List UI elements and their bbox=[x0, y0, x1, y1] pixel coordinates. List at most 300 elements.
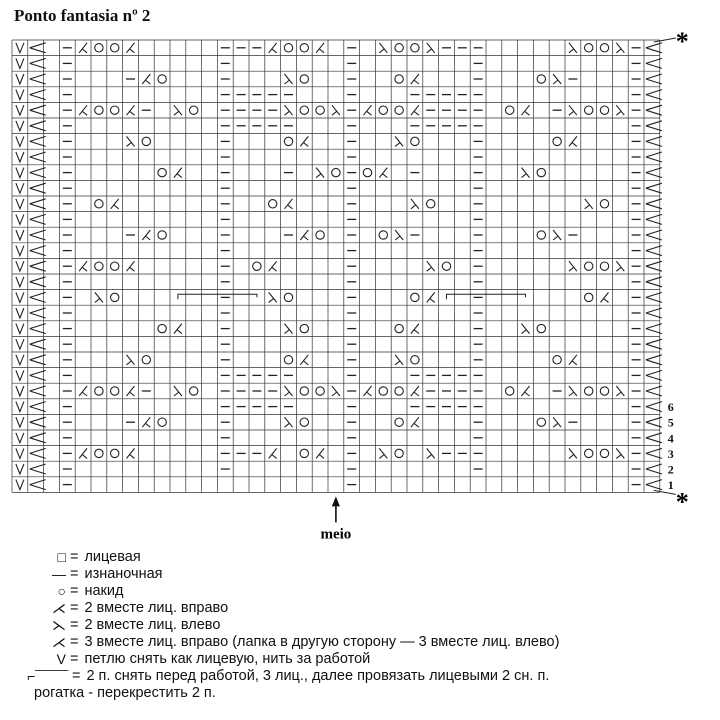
yarn-over-mark bbox=[111, 387, 119, 395]
stitch-k2l bbox=[127, 355, 135, 365]
stitch-yo bbox=[190, 106, 198, 114]
stitch-sl bbox=[16, 136, 24, 146]
stitch-k2l bbox=[395, 136, 403, 146]
stitch-yo bbox=[600, 387, 608, 395]
stitch-k2l bbox=[616, 43, 624, 53]
yarn-over-mark bbox=[395, 449, 403, 457]
k2tog-right-mark bbox=[411, 74, 419, 84]
slip-mark bbox=[16, 230, 24, 240]
k2tog-left-mark bbox=[411, 199, 419, 209]
legend-equals: = bbox=[70, 566, 79, 582]
yarn-over-mark bbox=[284, 137, 292, 145]
stitch-k2l bbox=[127, 136, 135, 146]
stitch-k2l bbox=[395, 230, 403, 240]
yarn-over-mark bbox=[395, 324, 403, 332]
chart-title: Ponto fantasia nº 2 bbox=[14, 6, 151, 25]
stitch-yo bbox=[95, 449, 103, 457]
stitch-yo bbox=[506, 106, 514, 114]
yarn-over-mark bbox=[585, 449, 593, 457]
stitch-k2l bbox=[285, 324, 293, 334]
stitch-k2r bbox=[142, 230, 150, 240]
stitch-k2r bbox=[364, 105, 372, 115]
legend-equals: = bbox=[70, 617, 79, 633]
yarn-over-mark bbox=[300, 418, 308, 426]
yarn-over-mark bbox=[600, 106, 608, 114]
slip-mark bbox=[16, 417, 24, 427]
stitch-k2r bbox=[316, 43, 324, 53]
yarn-over-mark bbox=[395, 418, 403, 426]
stitch-yo bbox=[585, 262, 593, 270]
stitch-k2r bbox=[142, 74, 150, 84]
slip-mark bbox=[16, 183, 24, 193]
stitch-k2r bbox=[79, 105, 87, 115]
stitch-yo bbox=[300, 75, 308, 83]
k2tog-left-mark bbox=[569, 261, 577, 271]
stitch-yo bbox=[300, 418, 308, 426]
k2tog-left-mark bbox=[569, 386, 577, 396]
k2tog-right-mark bbox=[127, 386, 135, 396]
stitch-yo bbox=[395, 387, 403, 395]
k2tog-left-mark bbox=[616, 261, 624, 271]
slip-mark bbox=[16, 480, 24, 490]
stitch-yo bbox=[411, 293, 419, 301]
stitch-yo bbox=[284, 293, 292, 301]
k2tog-right-mark bbox=[411, 324, 419, 334]
stitch-k2r bbox=[111, 199, 119, 209]
stitch-k2l bbox=[569, 261, 577, 271]
yarn-over-mark bbox=[284, 44, 292, 52]
legend-item bbox=[38, 651, 559, 668]
stitch-yo bbox=[600, 106, 608, 114]
stitch-yo bbox=[427, 200, 435, 208]
legend-symbol: ⋌ bbox=[52, 600, 66, 616]
stitch-sl bbox=[16, 277, 24, 287]
k2tog-left-mark bbox=[332, 386, 340, 396]
stitch-k2r bbox=[174, 324, 182, 334]
stitch-k2l bbox=[616, 386, 624, 396]
yarn-over-mark bbox=[379, 387, 387, 395]
k2tog-left-mark bbox=[616, 43, 624, 53]
stitch-k2l bbox=[569, 105, 577, 115]
slip-mark bbox=[16, 433, 24, 443]
legend-equals: = bbox=[70, 549, 79, 565]
stitch-sl bbox=[16, 168, 24, 178]
k2tog-left-mark bbox=[427, 43, 435, 53]
stitch-yo bbox=[537, 418, 545, 426]
legend-item bbox=[27, 668, 559, 685]
stitch-k2r bbox=[127, 448, 135, 458]
k2tog-left-mark bbox=[379, 448, 387, 458]
legend-note: рогатка - перекрестить 2 п. bbox=[34, 685, 216, 701]
stitch-k2l bbox=[285, 74, 293, 84]
slip-mark bbox=[16, 464, 24, 474]
legend-symbol: ⌐‾‾‾‾‾‾‾ bbox=[27, 668, 68, 684]
k2tog-left-mark bbox=[569, 43, 577, 53]
legend-symbol: ⋌ bbox=[52, 634, 66, 650]
stitch-yo bbox=[95, 387, 103, 395]
stitch-k2l bbox=[379, 448, 387, 458]
yarn-over-mark bbox=[537, 418, 545, 426]
yarn-over-mark bbox=[537, 231, 545, 239]
yarn-over-mark bbox=[585, 387, 593, 395]
row-number: 5 bbox=[667, 415, 674, 430]
k2tog-right-mark bbox=[174, 324, 182, 334]
legend-symbol: V bbox=[56, 651, 66, 667]
slip-mark bbox=[16, 324, 24, 334]
stitch-yo bbox=[269, 200, 277, 208]
stitch-yo bbox=[411, 356, 419, 364]
slip-mark bbox=[16, 168, 24, 178]
stitch-k2r bbox=[174, 168, 182, 178]
yarn-over-mark bbox=[506, 387, 514, 395]
k2tog-left-mark bbox=[395, 230, 403, 240]
row-number: 4 bbox=[667, 431, 674, 446]
yarn-over-mark bbox=[190, 387, 198, 395]
k2tog-left-mark bbox=[285, 324, 293, 334]
k2tog-left-mark bbox=[285, 417, 293, 427]
stitch-yo bbox=[537, 231, 545, 239]
stitch-yo bbox=[411, 44, 419, 52]
yarn-over-mark bbox=[411, 137, 419, 145]
stitch-k2r bbox=[269, 261, 277, 271]
legend-text: изнаночная bbox=[84, 566, 163, 582]
yarn-over-mark bbox=[411, 356, 419, 364]
stitch-yo bbox=[158, 168, 166, 176]
k2tog-right-mark bbox=[127, 43, 135, 53]
k2tog-left-mark bbox=[127, 136, 135, 146]
legend-equals: = bbox=[70, 634, 79, 650]
stitch-k2r bbox=[79, 448, 87, 458]
stitch-k2r bbox=[285, 199, 293, 209]
yarn-over-mark bbox=[142, 356, 150, 364]
yarn-over-mark bbox=[253, 262, 261, 270]
yarn-over-mark bbox=[600, 200, 608, 208]
k2tog-left-mark bbox=[95, 292, 103, 302]
stitch-k2l bbox=[95, 292, 103, 302]
stitch-sl bbox=[16, 402, 24, 412]
stitch-sl bbox=[16, 480, 24, 490]
yarn-over-mark bbox=[537, 75, 545, 83]
stitch-yo bbox=[158, 324, 166, 332]
yarn-over-mark bbox=[537, 168, 545, 176]
stitch-yo bbox=[300, 44, 308, 52]
stitch-sl bbox=[16, 246, 24, 256]
k2tog-right-mark bbox=[379, 168, 387, 178]
k2tog-right-mark bbox=[411, 417, 419, 427]
k2tog-right-mark bbox=[79, 448, 87, 458]
k2tog-right-mark bbox=[269, 261, 277, 271]
yarn-over-mark bbox=[411, 293, 419, 301]
k2tog-right-mark bbox=[174, 168, 182, 178]
yarn-over-mark bbox=[600, 262, 608, 270]
yarn-over-mark bbox=[95, 449, 103, 457]
stitch-yo bbox=[111, 106, 119, 114]
row-number: 6 bbox=[667, 400, 674, 415]
k2tog-left-mark bbox=[616, 448, 624, 458]
k2tog-left-mark bbox=[332, 105, 340, 115]
k2tog-right-mark bbox=[522, 386, 530, 396]
k2tog-left-mark bbox=[569, 105, 577, 115]
k2tog-right-mark bbox=[569, 355, 577, 365]
stitch-yo bbox=[95, 262, 103, 270]
stitch-k2r bbox=[569, 355, 577, 365]
stitch-k2r bbox=[127, 261, 135, 271]
stitch-yo bbox=[300, 449, 308, 457]
slip-mark bbox=[16, 121, 24, 131]
stitch-sl bbox=[16, 230, 24, 240]
yarn-over-mark bbox=[379, 231, 387, 239]
k2tog-left-mark bbox=[395, 136, 403, 146]
stitch-yo bbox=[158, 231, 166, 239]
stitch-sl bbox=[16, 43, 24, 53]
stitch-yo bbox=[395, 75, 403, 83]
stitch-sl bbox=[16, 433, 24, 443]
yarn-over-mark bbox=[600, 387, 608, 395]
stitch-sl bbox=[16, 214, 24, 224]
k2tog-right-mark bbox=[522, 105, 530, 115]
legend-text: лицевая bbox=[84, 549, 141, 565]
yarn-over-mark bbox=[411, 44, 419, 52]
yarn-over-mark bbox=[379, 106, 387, 114]
stitch-sl bbox=[16, 183, 24, 193]
slip-mark bbox=[16, 214, 24, 224]
stitch-k2r bbox=[127, 43, 135, 53]
stitch-k2r bbox=[522, 386, 530, 396]
stitch-yo bbox=[111, 44, 119, 52]
yarn-over-mark bbox=[111, 449, 119, 457]
k2tog-right-mark bbox=[127, 105, 135, 115]
stitch-k2l bbox=[427, 448, 435, 458]
yarn-over-mark bbox=[363, 168, 371, 176]
yarn-over-mark bbox=[537, 324, 545, 332]
stitch-k2r bbox=[79, 261, 87, 271]
k2tog-right-mark bbox=[569, 136, 577, 146]
row-number: 3 bbox=[667, 446, 674, 461]
stitch-k2l bbox=[174, 105, 182, 115]
k2tog-right-mark bbox=[79, 105, 87, 115]
slip-mark bbox=[16, 277, 24, 287]
k2tog-left-mark bbox=[522, 324, 530, 334]
stitch-k2l bbox=[522, 324, 530, 334]
yarn-over-mark bbox=[190, 106, 198, 114]
slip-mark bbox=[16, 308, 24, 318]
yarn-over-mark bbox=[395, 106, 403, 114]
stitch-k2l bbox=[616, 105, 624, 115]
stitch-k2r bbox=[601, 292, 609, 302]
legend-symbol: ⋋ bbox=[52, 617, 66, 633]
slip-mark bbox=[16, 74, 24, 84]
stitch-yo bbox=[553, 356, 561, 364]
stitch-k2r bbox=[127, 386, 135, 396]
stitch-k2r bbox=[411, 324, 419, 334]
legend-item bbox=[38, 600, 559, 617]
stitch-sl bbox=[16, 448, 24, 458]
yarn-over-mark bbox=[158, 324, 166, 332]
stitch-yo bbox=[316, 231, 324, 239]
yarn-over-mark bbox=[585, 106, 593, 114]
stitch-yo bbox=[95, 44, 103, 52]
stitch-k2l bbox=[522, 168, 530, 178]
yarn-over-mark bbox=[95, 106, 103, 114]
stitch-k2r bbox=[522, 105, 530, 115]
stitch-k2l bbox=[269, 292, 277, 302]
k2tog-left-mark bbox=[427, 448, 435, 458]
legend-equals: = bbox=[70, 600, 79, 616]
yarn-over-mark bbox=[284, 293, 292, 301]
stitch-sl bbox=[16, 58, 24, 68]
slip-mark bbox=[16, 199, 24, 209]
stitch-yo bbox=[442, 262, 450, 270]
k2tog-left-mark bbox=[553, 417, 561, 427]
top-asterisk: * bbox=[675, 27, 689, 56]
stitch-yo bbox=[411, 137, 419, 145]
yarn-over-mark bbox=[506, 106, 514, 114]
stitch-yo bbox=[111, 293, 119, 301]
yarn-over-mark bbox=[158, 231, 166, 239]
yarn-over-mark bbox=[395, 75, 403, 83]
k2tog-left-mark bbox=[379, 43, 387, 53]
stitch-yo bbox=[111, 387, 119, 395]
slip-mark bbox=[16, 370, 24, 380]
stitch-yo bbox=[142, 137, 150, 145]
stitch-yo bbox=[600, 200, 608, 208]
slip-mark bbox=[16, 386, 24, 396]
yarn-over-mark bbox=[332, 168, 340, 176]
legend-item bbox=[38, 617, 559, 634]
stitch-sl bbox=[16, 417, 24, 427]
stitch-yo bbox=[600, 449, 608, 457]
k2tog-right-mark bbox=[142, 230, 150, 240]
stitch-k2l bbox=[427, 43, 435, 53]
stitch-yo bbox=[600, 262, 608, 270]
stitch-yo bbox=[284, 137, 292, 145]
yarn-over-mark bbox=[95, 262, 103, 270]
stitch-sl bbox=[16, 464, 24, 474]
legend-equals: = bbox=[70, 651, 79, 667]
stitch-yo bbox=[395, 324, 403, 332]
yarn-over-mark bbox=[158, 168, 166, 176]
k2tog-right-mark bbox=[142, 417, 150, 427]
stitch-k2r bbox=[79, 386, 87, 396]
yarn-over-mark bbox=[585, 262, 593, 270]
k2tog-right-mark bbox=[79, 386, 87, 396]
stitch-k2l bbox=[585, 199, 593, 209]
stitch-k2l bbox=[174, 386, 182, 396]
stitch-yo bbox=[537, 324, 545, 332]
k2tog-left-mark bbox=[616, 386, 624, 396]
stitch-sl bbox=[16, 90, 24, 100]
stitch-yo bbox=[284, 44, 292, 52]
slip-mark bbox=[16, 261, 24, 271]
stitch-sl bbox=[16, 370, 24, 380]
stitch-k2l bbox=[553, 230, 561, 240]
stitch-k2l bbox=[553, 417, 561, 427]
yarn-over-mark bbox=[111, 106, 119, 114]
stitch-yo bbox=[585, 44, 593, 52]
stitch-sl bbox=[16, 261, 24, 271]
yarn-over-mark bbox=[300, 324, 308, 332]
chart-grid bbox=[12, 40, 660, 492]
k2tog-right-mark bbox=[300, 136, 308, 146]
stitch-yo bbox=[316, 387, 324, 395]
stitch-k2l bbox=[616, 261, 624, 271]
stitch-k2r bbox=[127, 105, 135, 115]
stitch-k2l bbox=[379, 43, 387, 53]
stitch-k2l bbox=[285, 105, 293, 115]
stitch-yo bbox=[253, 262, 261, 270]
slip-mark bbox=[16, 246, 24, 256]
stitch-yo bbox=[363, 168, 371, 176]
stitch-yo bbox=[506, 387, 514, 395]
stitch-sl bbox=[16, 292, 24, 302]
legend-item bbox=[38, 549, 559, 566]
slip-mark bbox=[16, 43, 24, 53]
stitch-k2l bbox=[285, 417, 293, 427]
slip-mark bbox=[16, 90, 24, 100]
stitch-yo bbox=[585, 387, 593, 395]
stitch-yo bbox=[284, 356, 292, 364]
stitch-sl bbox=[16, 386, 24, 396]
k2tog-right-mark bbox=[411, 105, 419, 115]
stitch-yo bbox=[395, 44, 403, 52]
stitch-yo bbox=[379, 231, 387, 239]
row-number: 2 bbox=[667, 462, 674, 477]
k2tog-right-mark bbox=[300, 230, 308, 240]
center-arrow-head bbox=[332, 496, 340, 506]
stitch-yo bbox=[553, 137, 561, 145]
slip-mark bbox=[16, 292, 24, 302]
slip-mark bbox=[16, 58, 24, 68]
k2tog-right-mark bbox=[364, 105, 372, 115]
stitch-k2l bbox=[569, 43, 577, 53]
stitch-k2l bbox=[395, 355, 403, 365]
legend-equals: = bbox=[72, 668, 81, 684]
k2tog-left-mark bbox=[269, 292, 277, 302]
stitch-yo bbox=[111, 449, 119, 457]
stitch-yo bbox=[395, 449, 403, 457]
legend-symbol: □ bbox=[57, 549, 66, 565]
yarn-over-mark bbox=[395, 387, 403, 395]
stitch-k2l bbox=[285, 386, 293, 396]
yarn-over-mark bbox=[600, 449, 608, 457]
stitch-k2l bbox=[616, 448, 624, 458]
stitch-yo bbox=[190, 387, 198, 395]
k2tog-left-mark bbox=[285, 386, 293, 396]
stitch-k2l bbox=[332, 105, 340, 115]
stitch-k2r bbox=[411, 386, 419, 396]
yarn-over-mark bbox=[111, 262, 119, 270]
stitch-k2l bbox=[411, 199, 419, 209]
stitch-k2r bbox=[316, 448, 324, 458]
k2tog-left-mark bbox=[427, 261, 435, 271]
stitch-k2r bbox=[411, 105, 419, 115]
yarn-over-mark bbox=[95, 44, 103, 52]
stitch-sl bbox=[16, 121, 24, 131]
legend-item bbox=[38, 583, 559, 600]
stitch-k2l bbox=[316, 168, 324, 178]
legend bbox=[27, 549, 560, 702]
yarn-over-mark bbox=[284, 356, 292, 364]
stitch-yo bbox=[300, 387, 308, 395]
yarn-over-mark bbox=[442, 262, 450, 270]
k2tog-left-mark bbox=[569, 448, 577, 458]
stitch-sl bbox=[16, 74, 24, 84]
legend-text: 2 вместе лиц. влево bbox=[84, 617, 221, 633]
k2tog-left-mark bbox=[395, 355, 403, 365]
k2tog-right-mark bbox=[427, 292, 435, 302]
k2tog-right-mark bbox=[269, 43, 277, 53]
stitch-k2l bbox=[569, 386, 577, 396]
